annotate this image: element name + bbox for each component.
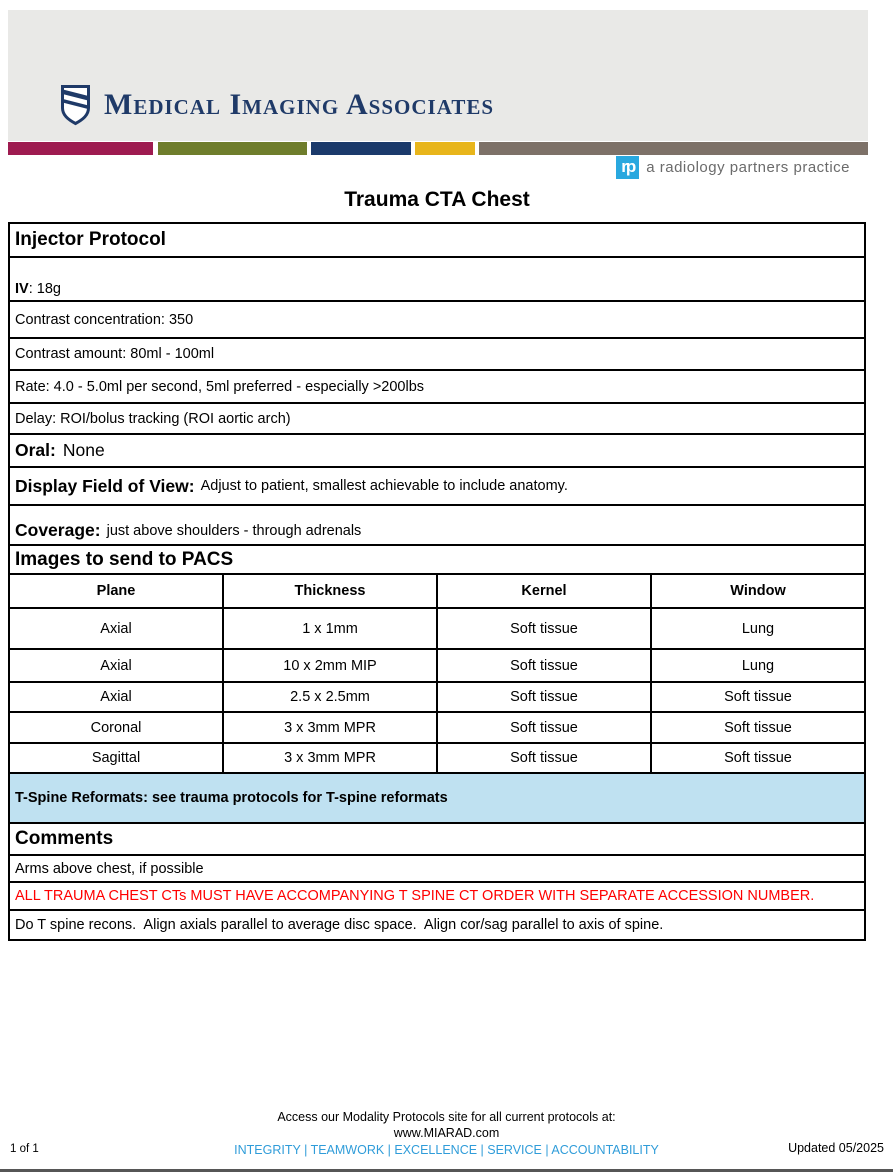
coverage-label: Coverage:	[15, 520, 101, 540]
footer-access-line: Access our Modality Protocols site for all current protocols at:	[277, 1110, 616, 1124]
display-fov-value: Adjust to patient, smallest achievable to include anatomy.	[200, 478, 568, 494]
tspine-reformats-note: T-Spine Reformats: see trauma protocols for T-spine reformats	[10, 774, 864, 824]
oral-value: None	[62, 440, 105, 460]
images-to-pacs-heading: Images to send to PACS	[10, 546, 864, 575]
iv-row	[10, 258, 864, 302]
radiology-partners-tagline	[616, 156, 850, 179]
table-row: Axial 1 x 1mm Soft tissue Lung	[10, 609, 864, 650]
col-plane: Plane	[96, 583, 136, 599]
table-row: Axial 10 x 2mm MIP Soft tissue Lung	[10, 650, 864, 683]
table-row: Axial 2.5 x 2.5mm Soft tissue Soft tissue	[10, 683, 864, 713]
display-fov-label: Display Field of View:	[15, 475, 195, 496]
oral-row	[10, 435, 864, 468]
comments-heading: Comments	[10, 824, 864, 856]
footer-website: www.MIARAD.com	[393, 1126, 500, 1140]
header-banner	[8, 10, 868, 141]
iv-label: IV	[15, 281, 29, 297]
brand-color-bars	[8, 142, 868, 155]
company-name: Medical Imaging Associates	[104, 87, 495, 121]
col-thickness: Thickness	[222, 575, 436, 607]
bar-taupe	[479, 142, 868, 155]
updated-label: Updated 05/2025	[788, 1141, 884, 1155]
table-row: Sagittal 3 x 3mm MPR Soft tissue Soft tissue	[10, 744, 864, 774]
comment-line-alert: ALL TRAUMA CHEST CTs MUST HAVE ACCOMPANYING T SPINE CT ORDER WITH SEPARATE ACCESSION NUMBER.	[10, 883, 864, 911]
col-kernel: Kernel	[436, 575, 650, 607]
comment-line: Arms above chest, if possible	[10, 856, 864, 883]
iv-value: : 18g	[28, 281, 61, 297]
bar-maroon	[8, 142, 153, 155]
tagline-text: a radiology partners practice	[646, 159, 850, 176]
table-row: Coronal 3 x 3mm MPR Soft tissue Soft tissue	[10, 713, 864, 744]
protocol-table	[8, 222, 866, 941]
bar-navy	[311, 142, 411, 155]
company-logo	[60, 84, 494, 131]
bar-gold	[415, 142, 475, 155]
col-window: Window	[650, 575, 864, 607]
pacs-header-row	[10, 575, 864, 609]
display-fov-row	[10, 468, 864, 506]
oral-label: Oral:	[15, 440, 56, 460]
rp-logo-icon: rp	[616, 156, 639, 179]
contrast-amount-row: Contrast amount: 80ml - 100ml	[10, 339, 864, 371]
injector-protocol-heading: Injector Protocol	[10, 224, 864, 258]
bar-olive	[158, 142, 307, 155]
pacs-series-table	[10, 575, 864, 774]
coverage-row	[10, 506, 864, 546]
rate-row: Rate: 4.0 - 5.0ml per second, 5ml preferred - especially >200lbs	[10, 371, 864, 404]
coverage-value: just above shoulders - through adrenals	[106, 523, 362, 539]
delay-row: Delay: ROI/bolus tracking (ROI aortic arch)	[10, 404, 864, 435]
contrast-concentration-row: Contrast concentration: 350	[10, 302, 864, 339]
shield-icon	[60, 84, 91, 131]
page-title: Trauma CTA Chest	[344, 188, 530, 211]
comment-line: Do T spine recons. Align axials parallel to average disc space. Align cor/sag parallel to axis of spine.	[15, 917, 664, 933]
footer-values-line: INTEGRITY | TEAMWORK | EXCELLENCE | SERVICE | ACCOUNTABILITY	[234, 1143, 659, 1157]
page-number: 1 of 1	[10, 1143, 39, 1155]
